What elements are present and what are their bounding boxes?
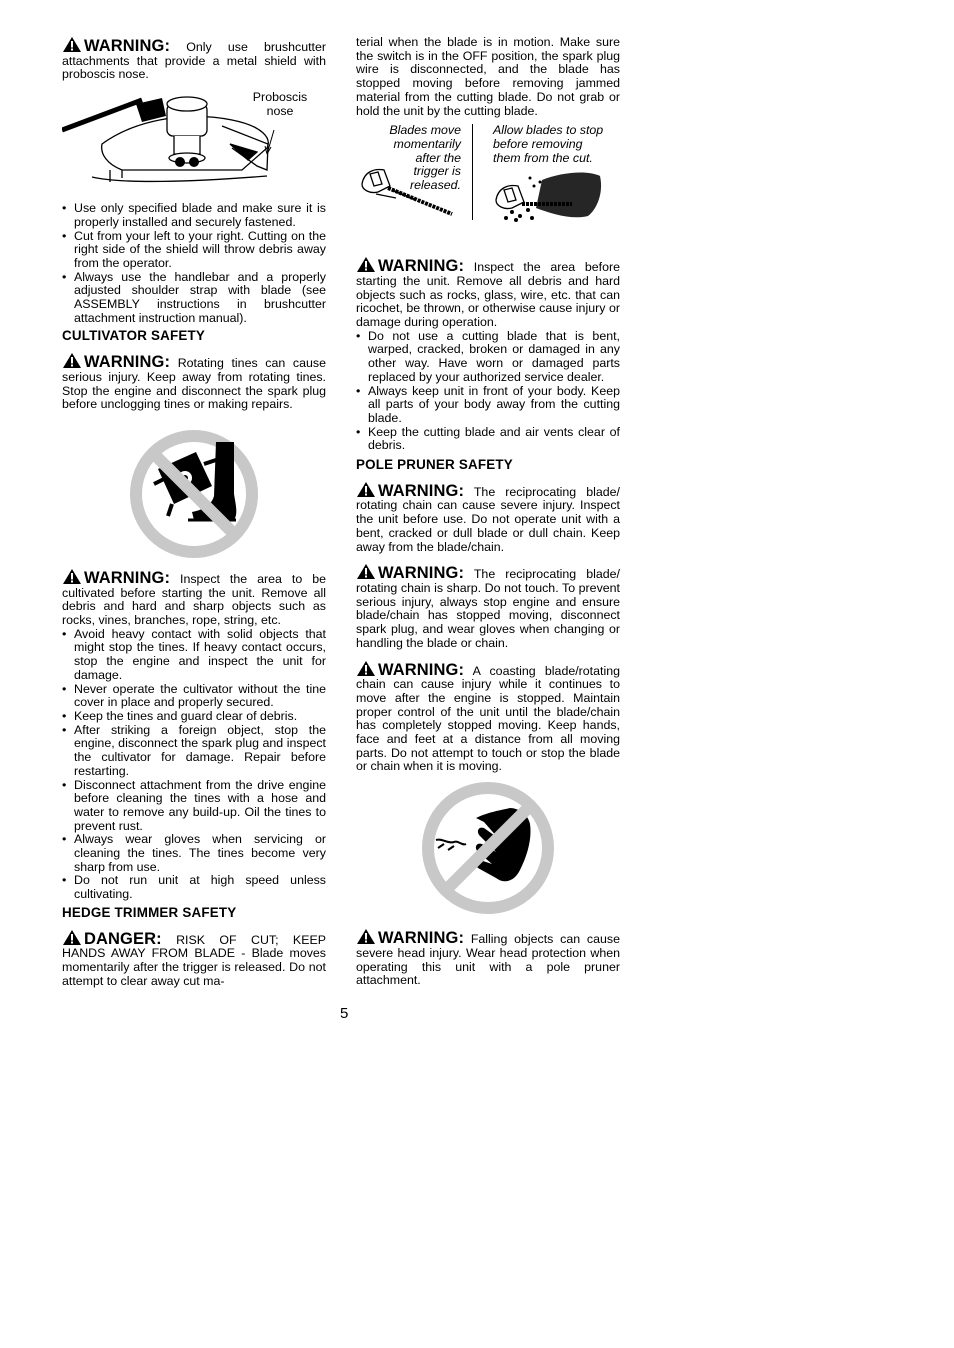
proboscis-nose-label: [250, 90, 310, 118]
warning-triangle-icon: [62, 568, 82, 585]
figure-divider: [472, 124, 473, 220]
warning-triangle-icon: [62, 352, 82, 369]
caption-line: Blades move: [389, 123, 461, 138]
hedge-trimmer-cut-illustration: [492, 164, 607, 234]
caption-line: after the: [415, 150, 461, 165]
warning-label: WARNING:: [84, 353, 171, 372]
warning-text: A coasting blade/rotating chain can cause injury while it continues to move after the engine is stopped. Maintain proper control of the unit until the blade/chain has completely stopped moving. Keep hands, face and feet at a distance from all moving parts. Do not attempt to touch or stop the blade or chain when it is moving.: [356, 663, 620, 774]
hedge-trimmer-released-illustration: [356, 158, 456, 218]
no-feet-near-tines-figure: [62, 412, 326, 562]
warning-brushcutter-shield: [62, 36, 326, 82]
list-item: • Never operate the cultivator without the tine cover in place and properly secured.: [62, 683, 326, 710]
warning-triangle-icon: [356, 256, 376, 273]
danger-text: RISK OF CUT; KEEP HANDS AWAY FROM BLADE - Blade moves momentarily after the trigger is released. Do not attempt to clear away cut ma-: [62, 932, 326, 988]
list-item: • Avoid heavy contact with solid objects that might stop the tines. If heavy contact occurs, stop the engine and inspect the unit for damage.: [62, 628, 326, 683]
list-item: • Do not use a cutting blade that is bent, warped, cracked, broken or damaged in any other way. Have worn or damaged parts replaced by your authorized service dealer.: [356, 330, 620, 385]
caption-line: released.: [410, 178, 461, 193]
list-item: • Disconnect attachment from the drive engine before cleaning the tines with a hose and water to remove any build-up. Oil the tines to prevent rust.: [62, 779, 326, 834]
caption-line: before removing: [493, 136, 583, 151]
warning-inspect-cultivate-area: [62, 568, 326, 628]
cultivator-safety-heading: CULTIVATOR SAFETY: [62, 328, 206, 344]
danger-continuation: terial when the blade is in motion. Make sure the switch is in the OFF position, the spark plug wire is disconnected, and the blade has stopped moving before removing jammed material from the cutting blade. Do not grab or hold the unit by the cutting blade.: [356, 35, 620, 118]
warning-label: WARNING:: [84, 568, 171, 587]
brushcutter-shield-figure: [62, 82, 326, 192]
warning-label: WARNING:: [84, 37, 171, 55]
caption-line: trigger is: [413, 164, 461, 179]
caption-line: them from the cut.: [493, 150, 593, 165]
warning-label: WARNING:: [378, 564, 465, 583]
brushcutter-bullets: [62, 202, 326, 325]
danger-label: DANGER:: [84, 929, 162, 948]
warning-triangle-icon: [356, 928, 376, 945]
warning-triangle-icon: [62, 36, 82, 53]
warning-falling-objects: [356, 928, 620, 988]
page-number: 5: [340, 1005, 349, 1022]
pole-pruner-safety-heading: POLE PRUNER SAFETY: [356, 457, 513, 473]
hedge-trimmer-figures: [356, 124, 620, 234]
warning-label: WARNING:: [378, 929, 465, 948]
warning-label: WARNING:: [378, 660, 465, 679]
list-item: • Use only specified blade and make sure it is properly installed and securely fastened.: [62, 202, 326, 229]
warning-text: The reciprocating blade/ rotating chain is sharp. Do not touch. To prevent serious injury, always stop engine and ensure blade/chain has stopped moving, disconnect spark plug, and wear gloves when changing or handling the blade or chain.: [356, 567, 620, 650]
warning-triangle-icon: [356, 660, 376, 677]
warning-text: Falling objects can cause severe head injury. Wear head protection when operating this unit with a pole pruner attachment.: [356, 932, 620, 988]
label-line: Proboscis: [252, 90, 308, 105]
list-item: • Cut from your left to your right. Cutting on the right side of the shield will throw debris away from the operator.: [62, 230, 326, 271]
warning-inspect-area: [356, 256, 620, 330]
warning-text: Inspect the area before starting the unit. Remove all debris and hard objects such as rocks, glass, wire, etc. that can ricochet, be thrown, or otherwise cause injury or damage during operation.: [356, 260, 620, 330]
allow-blades-stop-caption: [493, 124, 623, 165]
warning-text: The reciprocating blade/ rotating chain can cause severe injury. Inspect the unit before use. Do not operate unit with a bent, cracked or dull blade or dull chain. Keep away from the blade/chain.: [356, 484, 620, 554]
warning-triangle-icon: [62, 929, 82, 946]
danger-risk-of-cut: [62, 929, 326, 989]
list-item: • After striking a foreign object, stop the engine, disconnect the spark plug and inspect the cultivator for damage. Repair before restarting.: [62, 724, 326, 779]
warning-triangle-icon: [356, 481, 376, 498]
caption-line: Allow blades to stop: [493, 123, 604, 138]
label-line: nose: [266, 104, 294, 119]
warning-text: Rotating tines can cause serious injury. Keep away from rotating tines. Stop the engine and disconnect the spark plug before unclogging tines or making repairs.: [62, 356, 326, 412]
hedge-trimmer-bullets: [356, 330, 620, 453]
warning-text: Only use brushcutter attachments that provide a metal shield with proboscis nose.: [62, 40, 326, 82]
cultivator-bullets: [62, 628, 326, 902]
list-item: • Keep the tines and guard clear of debris.: [62, 710, 326, 724]
warning-rotating-tines: [62, 352, 326, 412]
list-item: • Do not run unit at high speed unless cultivating.: [62, 874, 326, 901]
warning-triangle-icon: [356, 563, 376, 580]
right-column: [356, 36, 620, 988]
caption-line: momentarily: [393, 136, 461, 151]
hedge-trimmer-safety-heading: HEDGE TRIMMER SAFETY: [62, 904, 237, 920]
prohibition-circle-icon: [124, 424, 264, 564]
list-item: • Always use the handlebar and a properly adjusted shoulder strap with blade (see ASSEMBLY instructions in brushcutter attachment instruction manual).: [62, 271, 326, 326]
warning-label: WARNING:: [378, 481, 465, 500]
warning-label: WARNING:: [378, 257, 465, 276]
warning-coasting-blade: [356, 660, 620, 775]
warning-text: Inspect the area to be cultivated before starting the unit. Remove all debris and hard and sharp objects such as rocks, vines, branches, rope, string, etc.: [62, 571, 326, 628]
list-item: • Keep the cutting blade and air vents clear of debris.: [356, 426, 620, 453]
no-hands-near-chain-figure: [356, 774, 620, 924]
list-item: • Always keep unit in front of your body. Keep all parts of your body away from the cutting blade.: [356, 385, 620, 426]
prohibition-circle-icon: [418, 778, 558, 918]
warning-blade-sharp: [356, 563, 620, 650]
list-item: • Always wear gloves when servicing or cleaning the tines. The tines become very sharp from use.: [62, 833, 326, 874]
left-column: [62, 36, 326, 988]
warning-reciprocating-blade-injury: [356, 481, 620, 555]
